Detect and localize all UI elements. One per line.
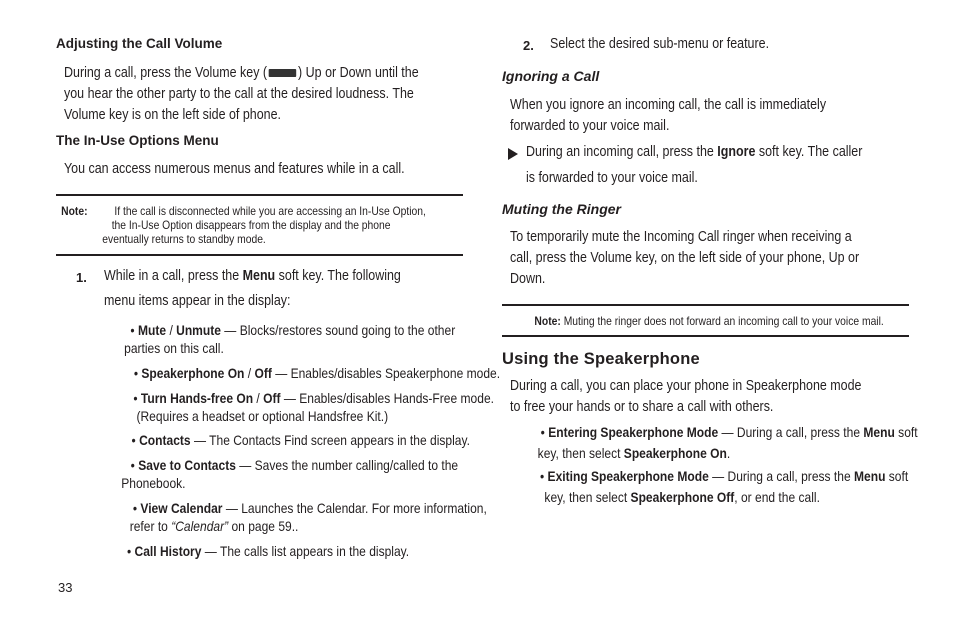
bullet-save-contacts bbox=[131, 456, 458, 474]
entering-l2-pre: key, then select bbox=[537, 445, 624, 461]
ignore-step-post: soft key. The caller bbox=[755, 144, 863, 160]
exiting-menu-bold: Menu bbox=[853, 468, 886, 484]
exiting-soft-text: soft bbox=[885, 468, 909, 484]
bullet-entering-speaker bbox=[541, 423, 918, 441]
bullet-call-history bbox=[127, 542, 409, 560]
bullet-calendar-bold: View Calendar bbox=[140, 500, 223, 516]
note-line2: the In-Use Option disappears from the display and the phone bbox=[111, 218, 391, 232]
bullet-sep: / bbox=[253, 390, 264, 406]
bullet-exiting-speaker bbox=[540, 467, 908, 485]
step2-number: 2. bbox=[523, 38, 534, 53]
exiting-mode-text: — During a call, press the bbox=[708, 468, 854, 484]
bullet-dot: • bbox=[126, 543, 132, 559]
exiting-l2-post: , or end the call. bbox=[734, 489, 820, 505]
calendar-ref-post: on page 59.. bbox=[228, 518, 299, 534]
bullet-dot: • bbox=[130, 457, 135, 473]
paragraph-volume-line2: you hear the other party to the call at the desired loudness. The bbox=[64, 86, 414, 102]
note-line1: If the call is disconnected while you are accessing an In-Use Option, bbox=[114, 204, 426, 218]
entering-mode-text: — During a call, press the bbox=[718, 424, 864, 440]
note2-bottom-rule bbox=[502, 335, 909, 337]
bullet-dot: • bbox=[132, 500, 138, 516]
paragraph-ignore-line2: forwarded to your voice mail. bbox=[510, 118, 670, 134]
paragraph-inuse: You can access numerous menus and features while in a call. bbox=[64, 161, 405, 177]
heading-using-speakerphone: Using the Speakerphone bbox=[502, 350, 700, 368]
bullet-contacts-bold: Contacts bbox=[139, 432, 191, 448]
step1-menu-bold: Menu bbox=[242, 268, 276, 284]
bullet-mute bbox=[130, 321, 455, 339]
paragraph-mute-line3: Down. bbox=[510, 271, 546, 287]
ignore-step-line2: is forwarded to your voice mail. bbox=[526, 170, 698, 186]
note-top-rule bbox=[56, 194, 463, 196]
bullet-sep: / bbox=[244, 365, 255, 381]
arrow-bullet-icon bbox=[508, 147, 518, 165]
bullet-handsfree-line2: (Requires a headset or optional Handsfree Kit.) bbox=[136, 408, 389, 424]
bullet-save-bold: Save to Contacts bbox=[138, 457, 236, 473]
heading-ignoring-call: Ignoring a Call bbox=[502, 68, 600, 84]
bullet-entering-line2 bbox=[538, 444, 731, 462]
speakerphone-on-bold: Speakerphone On bbox=[623, 445, 727, 461]
paragraph-speaker-line2: to free your hands or to share a call with others. bbox=[510, 399, 774, 415]
page-number: 33 bbox=[58, 580, 73, 595]
paragraph-ignore-line1: When you ignore an incoming call, the call is immediately bbox=[510, 97, 827, 113]
paragraph-volume-line3: Volume key is on the left side of phone. bbox=[64, 107, 281, 123]
step1-line1 bbox=[104, 266, 401, 287]
ignore-step-line1 bbox=[526, 142, 862, 163]
step1-text-pre: While in a call, press the bbox=[104, 268, 243, 284]
step1-text-post: soft key. The following bbox=[275, 268, 401, 284]
speakerphone-off-bold: Speakerphone Off bbox=[630, 489, 735, 505]
bullet-mute-text: — Blocks/restores sound going to the other bbox=[220, 322, 456, 338]
bullet-dot: • bbox=[540, 424, 545, 440]
bullet-history-text: — The calls list appears in the display. bbox=[201, 543, 410, 559]
bullet-history-bold: Call History bbox=[134, 543, 202, 559]
bullet-handsfree bbox=[133, 389, 494, 407]
bullet-contacts bbox=[132, 431, 470, 449]
bullet-handsfree-text: — Enables/disables Hands-Free mode. bbox=[280, 390, 494, 406]
bullet-calendar-text: — Launches the Calendar. For more information, bbox=[222, 500, 487, 516]
bullet-dot: • bbox=[130, 322, 135, 338]
paragraph-speaker-line1: During a call, you can place your phone in Speakerphone mode bbox=[510, 378, 862, 394]
heading-adjusting-volume: Adjusting the Call Volume bbox=[56, 36, 223, 51]
step1-number: 1. bbox=[76, 270, 87, 285]
bullet-calendar-line2 bbox=[130, 517, 299, 535]
step2-text: Select the desired sub-menu or feature. bbox=[550, 36, 770, 52]
bullet-handsfree-bold1: Turn Hands-free On bbox=[140, 390, 254, 406]
note-label: Note: bbox=[61, 204, 88, 218]
bullet-speaker-bold2: Off bbox=[254, 365, 272, 381]
bullet-exiting-line2 bbox=[544, 488, 820, 506]
ignore-step-pre: During an incoming call, press the bbox=[526, 144, 718, 160]
bullet-speaker-text: — Enables/disables Speakerphone mode. bbox=[271, 365, 501, 381]
bullet-dot: • bbox=[131, 432, 136, 448]
volume-text-pre: During a call, press the Volume key ( bbox=[64, 65, 268, 81]
note2-text: Muting the ringer does not forward an incoming call to your voice mail. bbox=[563, 314, 884, 328]
note-bottom-rule bbox=[56, 254, 463, 256]
note2-top-rule bbox=[502, 304, 909, 306]
paragraph-volume-line1 bbox=[64, 63, 419, 84]
volume-key-icon bbox=[269, 69, 297, 77]
calendar-link[interactable]: “Calendar” bbox=[171, 518, 229, 534]
note-line3: eventually returns to standby mode. bbox=[102, 232, 266, 246]
note2-label: Note: bbox=[534, 314, 561, 328]
bullet-save-line2: Phonebook. bbox=[121, 475, 186, 491]
bullet-dot: • bbox=[539, 468, 545, 484]
paragraph-mute-line2: call, press the Volume key, on the left side of your phone, Up or bbox=[510, 250, 860, 266]
bullet-save-text: — Saves the number calling/called to the bbox=[235, 457, 459, 473]
entering-menu-bold: Menu bbox=[863, 424, 895, 440]
bullet-speaker-bold1: Speakerphone On bbox=[141, 365, 245, 381]
bullet-sep: / bbox=[166, 322, 177, 338]
entering-l2-post: . bbox=[726, 445, 731, 461]
volume-text-post: ) Up or Down until the bbox=[298, 65, 419, 81]
paragraph-mute-line1: To temporarily mute the Incoming Call ringer when receiving a bbox=[510, 229, 852, 245]
bullet-mute-bold1: Mute bbox=[138, 322, 167, 338]
exiting-mode-bold: Exiting Speakerphone Mode bbox=[547, 468, 709, 484]
exiting-l2-pre: key, then select bbox=[544, 489, 631, 505]
note-muting bbox=[534, 314, 883, 328]
ignore-softkey-bold: Ignore bbox=[717, 144, 756, 160]
bullet-view-calendar bbox=[133, 499, 487, 517]
step1-line2: menu items appear in the display: bbox=[104, 293, 291, 309]
calendar-ref-pre: refer to bbox=[129, 518, 172, 534]
heading-muting-ringer: Muting the Ringer bbox=[502, 201, 621, 217]
heading-inuse-menu: The In-Use Options Menu bbox=[56, 133, 219, 148]
bullet-speakerphone bbox=[134, 364, 500, 382]
entering-mode-bold: Entering Speakerphone Mode bbox=[548, 424, 719, 440]
bullet-contacts-text: — The Contacts Find screen appears in the display. bbox=[190, 432, 470, 448]
bullet-dot: • bbox=[133, 390, 138, 406]
note-disconnect bbox=[61, 204, 87, 218]
bullet-mute-bold2: Unmute bbox=[176, 322, 221, 338]
bullet-handsfree-bold2: Off bbox=[263, 390, 281, 406]
bullet-mute-line2: parties on this call. bbox=[124, 340, 224, 356]
entering-soft-text: soft bbox=[894, 424, 918, 440]
bullet-dot: • bbox=[133, 365, 139, 381]
